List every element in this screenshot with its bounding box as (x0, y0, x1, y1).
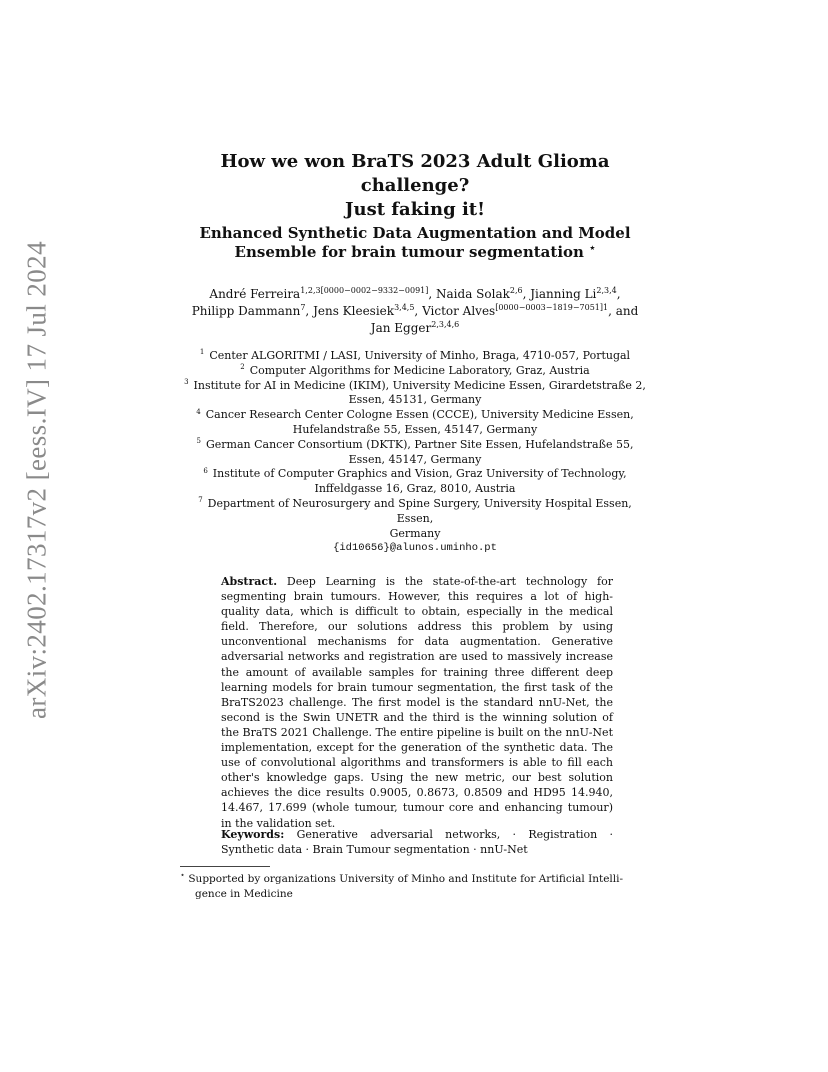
abstract-label: Abstract. (221, 575, 278, 588)
affiliation: $^5$ German Cancer Consortium (DKTK), Partner Site Essen, Hufelandstraße 55, Essen, 45147, Germany (196, 437, 634, 466)
author-list (180, 286, 650, 337)
abstract (221, 574, 613, 831)
affiliation: $^6$ Institute of Computer Graphics and Vision, Graz University of Technology, Inffeldgasse 16, Graz, 8010, Austria (203, 466, 627, 496)
paper-title-line-2: Just faking it! (344, 199, 486, 220)
keywords-label: Keywords: (221, 828, 285, 841)
paper-subtitle (180, 224, 650, 262)
affiliation: $^4$ Cancer Research Center Cologne Essen (CCCE), University Medicine Essen, Hufelandstraße 55, Essen, 45147, Germany (196, 407, 634, 436)
author: Victor Alves$^{[0000-0003-1819-7051]1}$, and (422, 303, 639, 318)
arxiv-sidebar (18, 241, 56, 719)
paper-subtitle-line-1: Enhanced Synthetic Data Augmentation and Model (199, 224, 631, 242)
affiliation: $^2$ Computer Algorithms for Medicine Laboratory, Graz, Austria (240, 363, 590, 377)
footnote-divider (180, 866, 270, 867)
affiliation: $^1$ Center ALGORITMI / LASI, University of Minho, Braga, 4710-057, Portugal (199, 348, 631, 362)
arxiv-identifier: arXiv:2402.17317v2 [eess.IV] 17 Jul 2024 (21, 241, 52, 719)
author: Jens Kleesiek$^{3,4,5}$, (313, 303, 423, 318)
paper-title-line-1: How we won BraTS 2023 Adult Glioma challenge? (220, 151, 610, 196)
footnote-text: Supported by organizations University of Minho and Institute for Artificial Intelli- (188, 873, 624, 885)
keywords (221, 827, 613, 857)
footnote-text-continued: gence in Medicine (195, 887, 293, 900)
abstract-text: Deep Learning is the state-of-the-art technology for segmenting brain tumours. However, this requires a lot of high-quality data, which is difficult to obtain, especially in the medical field. Therefore, our solutions address this problem by using unconventional mechanisms for data augmentation. Generative adversarial networks and registration are used to massively increase the amount of available samples for training three different deep learning models for brain tumour segmentation, the first task of the BraTS2023 challenge. The first model is the standard nnU-Net, the second is the Swin UNETR and the third is the winning solution of the BraTS 2021 Challenge. The entire pipeline is built on the nnU-Net implementation, except for the generation of the synthetic data. The use of convolutional algorithms and transformers is able to fill each other's knowledge gaps. Using the new metric, our best solution achieves the dice results 0.9005, 0.8673, 0.8509 and HD95 14.940, 14.467, 17.699 (whole tumour, tumour core and enhancing tumour) in the validation set. (221, 575, 614, 830)
affiliation: $^3$ Institute for AI in Medicine (IKIM), University Medicine Essen, Girardetstraße 2, Essen, 45131, Germany (184, 377, 646, 407)
contact-email: {id10656}@alunos.uminho.pt (333, 542, 497, 555)
keywords-text: Generative adversarial networks, · Registration · Synthetic data · Brain Tumour segmentation · nnU-Net (221, 828, 614, 857)
author: Jianning Li$^{2,3,4}$, (530, 286, 621, 301)
author: Philipp Dammann$^7$, (191, 303, 314, 318)
affiliation: $^7$ Department of Neurosurgery and Spine Surgery, University Hospital Essen, Essen, Germany (198, 496, 632, 540)
paper-subtitle-line-2: Ensemble for brain tumour segmentation (234, 243, 584, 261)
affiliation-list (180, 349, 650, 556)
author: Jan Egger$^{2,3,4,6}$ (370, 320, 460, 335)
subtitle-footnote-mark: ⋆ (589, 243, 596, 254)
author: Naida Solak$^{2,6}$, (436, 286, 531, 301)
footnote-mark: ⋆ (180, 870, 186, 880)
paper-front-matter (180, 150, 650, 556)
footnote (180, 872, 650, 901)
author: André Ferreira$^{1,2,3[0000-0002-9332-0091]}$, (209, 286, 437, 301)
